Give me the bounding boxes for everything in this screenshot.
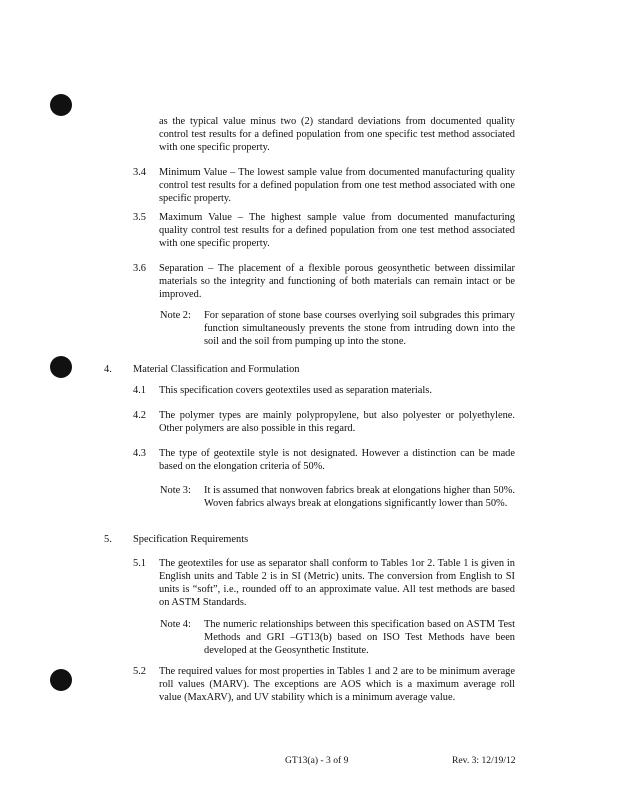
footer-revision: Rev. 3: 12/19/12 [452, 755, 516, 766]
item-5-2: The required values for most properties in Tables 1 and 2 are to be minimum average roll values (MARV). The exceptions are AOS which is a maximum average roll value (MaxARV), and UV stability which is a minimum average value. [159, 666, 515, 703]
section-5-title: Specification Requirements [133, 534, 249, 545]
note-3-text: It is assumed that nonwoven fabrics break at elongations higher than 50%. Woven fabrics always break at elongations significantly lower than 50%. [204, 485, 515, 509]
item-number: 5.2 [133, 666, 146, 677]
item-4-3: The type of geotextile style is not designated. However a distinction can be made based on the elongation criteria of 50%. [159, 448, 515, 472]
note-2-text: For separation of stone base courses overlying soil subgrades this primary function simultaneously prevents the stone from intruding down into the soil and the soil from pumping up into the stone. [204, 310, 515, 347]
def-number: 3.4 [133, 167, 146, 178]
def-minimum-value: Minimum Value – The lowest sample value from documented manufacturing quality control test results for a defined population from one test method associated with one specific property. [159, 167, 515, 204]
section-4-number: 4. [104, 364, 112, 375]
item-number: 4.2 [133, 410, 146, 421]
item-4-2: The polymer types are mainly polypropylene, but also polyester or polyethylene. Other polymers are also possible in this regard. [159, 410, 515, 434]
binder-hole-top [50, 94, 72, 116]
item-number: 4.3 [133, 448, 146, 459]
binder-hole-bottom [50, 669, 72, 691]
section-4-title: Material Classification and Formulation [133, 364, 300, 375]
note-2-label: Note 2: [160, 310, 191, 321]
note-3-label: Note 3: [160, 485, 191, 496]
def-maximum-value: Maximum Value – The highest sample value from documented manufacturing quality control test results for a defined population from one test method associated with one specific property. [159, 212, 515, 249]
intro-paragraph: as the typical value minus two (2) standard deviations from documented quality control test results for a defined population from one specific test method associated with one specific property. [159, 116, 515, 153]
def-separation: Separation – The placement of a flexible porous geosynthetic between dissimilar materials so the integrity and functioning of both materials can remain intact or be improved. [159, 263, 515, 300]
note-4-label: Note 4: [160, 619, 191, 630]
def-number: 3.6 [133, 263, 146, 274]
item-4-1: This specification covers geotextiles used as separation materials. [159, 385, 432, 396]
def-number: 3.5 [133, 212, 146, 223]
binder-hole-middle [50, 356, 72, 378]
item-number: 4.1 [133, 385, 146, 396]
item-number: 5.1 [133, 558, 146, 569]
note-4-text: The numeric relationships between this specification based on ASTM Test Methods and GRI –GT13(b) based on ISO Test Methods have been developed at the Geosynthetic Institute. [204, 619, 515, 656]
item-5-1: The geotextiles for use as separator shall conform to Tables 1or 2. Table 1 is given in English units and Table 2 is in SI (Metric) units. The conversion from English to SI units is “soft”, i.e., rounded off to an approximate value. All test methods are based on ASTM Standards. [159, 558, 515, 608]
footer-page-number: GT13(a) - 3 of 9 [285, 755, 349, 766]
section-5-number: 5. [104, 534, 112, 545]
